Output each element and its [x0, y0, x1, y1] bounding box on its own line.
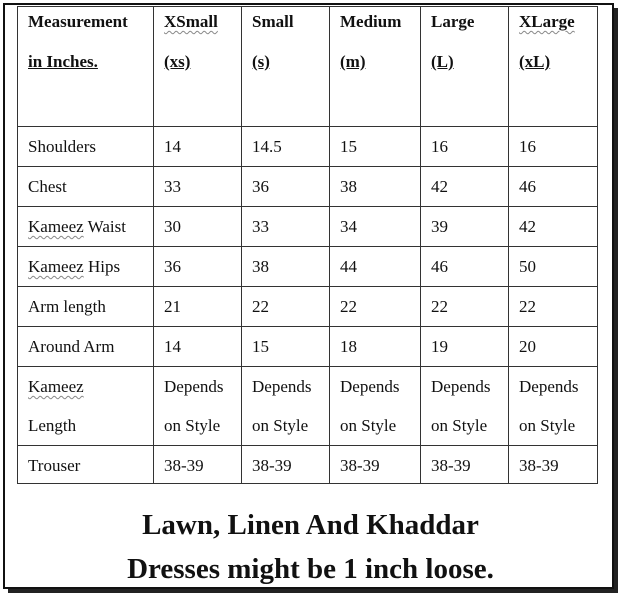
table-cell: 14 — [154, 327, 242, 367]
table-cell: 38 — [242, 247, 330, 287]
frame-shadow — [614, 8, 618, 591]
table-cell: 36 — [242, 167, 330, 207]
row-label: Kameez Length — [18, 367, 154, 446]
table-cell: 30 — [154, 207, 242, 247]
table-cell: 21 — [154, 287, 242, 327]
table-cell: 46 — [421, 247, 509, 287]
table-cell: 46 — [509, 167, 598, 207]
table-cell: Depends on Style — [509, 367, 598, 446]
table-cell: 33 — [154, 167, 242, 207]
table-row — [18, 287, 598, 327]
table-cell: 15 — [330, 127, 421, 167]
table-cell: Depends on Style — [242, 367, 330, 446]
table-cell: 22 — [509, 287, 598, 327]
table-cell: 19 — [421, 327, 509, 367]
table-row — [18, 127, 598, 167]
table-cell: 22 — [330, 287, 421, 327]
header-medium: Medium (m) — [330, 7, 421, 127]
table-cell: 33 — [242, 207, 330, 247]
header-xsmall: XSmall (xs) — [154, 7, 242, 127]
table-cell: 18 — [330, 327, 421, 367]
table-row — [18, 207, 598, 247]
header-row — [18, 7, 598, 127]
table-row — [18, 327, 598, 367]
table-cell: 50 — [509, 247, 598, 287]
table-cell: 16 — [421, 127, 509, 167]
table-cell: 38-39 — [154, 446, 242, 484]
row-label: Trouser — [18, 446, 154, 484]
table-cell: 15 — [242, 327, 330, 367]
table-cell: 22 — [242, 287, 330, 327]
table-row — [18, 446, 598, 484]
row-label: Kameez Waist — [18, 207, 154, 247]
table-cell: 38-39 — [421, 446, 509, 484]
table-cell: 36 — [154, 247, 242, 287]
table-cell: 39 — [421, 207, 509, 247]
table-cell: 34 — [330, 207, 421, 247]
frame-shadow — [8, 589, 618, 593]
table-row — [18, 367, 598, 446]
table-cell: 14.5 — [242, 127, 330, 167]
header-small: Small (s) — [242, 7, 330, 127]
header-measurement: Measurement in Inches. — [18, 7, 154, 127]
table-cell: 22 — [421, 287, 509, 327]
table-cell: 38-39 — [242, 446, 330, 484]
table-cell: 20 — [509, 327, 598, 367]
table-cell: 42 — [509, 207, 598, 247]
table-cell: Depends on Style — [330, 367, 421, 446]
table-cell: 44 — [330, 247, 421, 287]
row-label: Arm length — [18, 287, 154, 327]
header-large: Large (L) — [421, 7, 509, 127]
row-label: Around Arm — [18, 327, 154, 367]
table-cell: 14 — [154, 127, 242, 167]
table-cell: 38-39 — [509, 446, 598, 484]
row-label: Kameez Hips — [18, 247, 154, 287]
table-row — [18, 167, 598, 207]
row-label: Chest — [18, 167, 154, 207]
header-xlarge: XLarge (xL) — [509, 7, 598, 127]
table-cell: Depends on Style — [154, 367, 242, 446]
fabric-note-line1: Lawn, Linen And Khaddar — [142, 509, 479, 541]
table-row — [18, 247, 598, 287]
table-cell: 38 — [330, 167, 421, 207]
table-cell: Depends on Style — [421, 367, 509, 446]
table-cell: 42 — [421, 167, 509, 207]
size-chart-table — [17, 6, 598, 484]
row-label: Shoulders — [18, 127, 154, 167]
table-cell: 38-39 — [330, 446, 421, 484]
fabric-note-line2: Dresses might be 1 inch loose. — [127, 553, 494, 585]
table-cell: 16 — [509, 127, 598, 167]
